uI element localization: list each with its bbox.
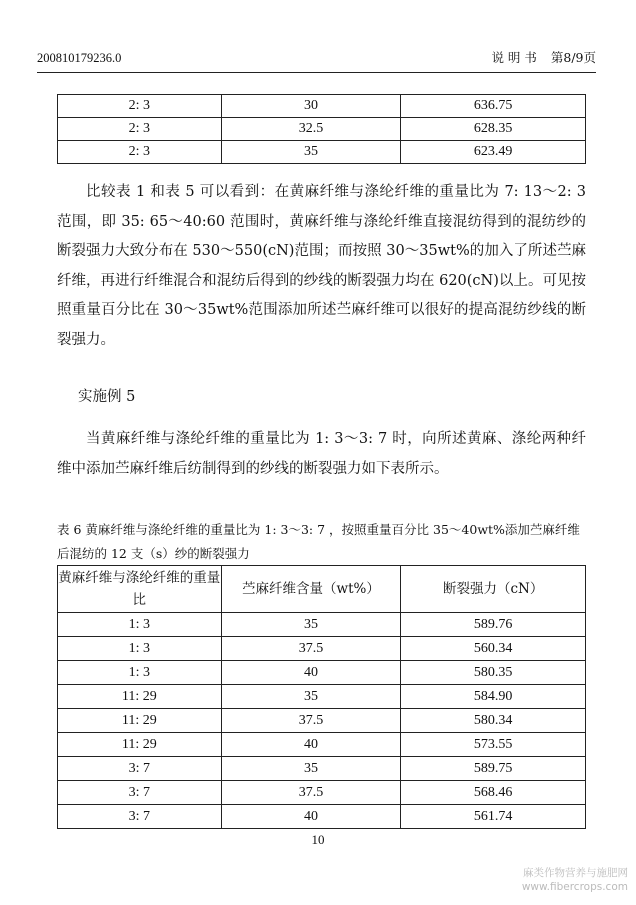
table-cell: 1: 3: [58, 661, 222, 685]
table-cell: 636.75: [401, 95, 586, 118]
example-paragraph: 当黄麻纤维与涤纶纤维的重量比为 1: 3～3: 7 时，向所述黄麻、涤纶两种纤维中添加苎麻纤维后纺制得到的纱线的断裂强力如下表所示。: [57, 431, 586, 477]
table-cell: 1: 3: [58, 613, 222, 637]
table6: [57, 565, 586, 829]
column-header: 苎麻纤维含量（wt%）: [221, 566, 401, 613]
table-cell: 561.74: [401, 805, 586, 829]
table-row: [58, 781, 586, 805]
table-cell: 32.5: [221, 118, 401, 141]
column-header: 黄麻纤维与涤纶纤维的重量比: [58, 566, 222, 613]
table-row: [58, 709, 586, 733]
table-cell: 568.46: [401, 781, 586, 805]
table-row: [58, 757, 586, 781]
table-cell: 3: 7: [58, 805, 222, 829]
table-cell: 40: [221, 805, 401, 829]
document-number: 200810179236.0: [37, 51, 122, 65]
table-row: [58, 118, 586, 141]
table-row: [58, 613, 586, 637]
table-cell: 11: 29: [58, 733, 222, 757]
table-cell: 40: [221, 661, 401, 685]
header-rule: [37, 72, 596, 73]
table-row: [58, 733, 586, 757]
table-cell: 1: 3: [58, 637, 222, 661]
watermark: [522, 866, 628, 894]
header-right: [481, 48, 596, 68]
table-cell: 580.34: [401, 709, 586, 733]
table-cell: 40: [221, 733, 401, 757]
table-cell: 35: [221, 757, 401, 781]
table-cell: 35: [221, 685, 401, 709]
table6-caption: 表 6 黄麻纤维与涤纶纤维的重量比为 1: 3～3: 7 ，按照重量百分比 35～40wt%添加苎麻纤维后混纺的 12 支（s）纱的断裂强力: [57, 522, 580, 561]
table-row: [58, 685, 586, 709]
table-header-row: [58, 566, 586, 613]
table-row: [58, 95, 586, 118]
page-header: [37, 48, 596, 68]
table-cell: 2: 3: [58, 141, 222, 164]
table-cell: 11: 29: [58, 685, 222, 709]
watermark-site-name: 麻类作物营养与施肥网: [523, 867, 628, 879]
page-indicator: 第8/9页: [550, 50, 596, 65]
table-row: [58, 141, 586, 164]
watermark-url: www.fibercrops.com: [521, 881, 628, 893]
table-cell: 628.35: [401, 118, 586, 141]
table-cell: 37.5: [221, 781, 401, 805]
table-cell: 35: [221, 613, 401, 637]
table-cell: 573.55: [401, 733, 586, 757]
table-row: [58, 661, 586, 685]
table-cell: 37.5: [221, 637, 401, 661]
page-number: 10: [311, 832, 325, 847]
table-cell: 30: [221, 95, 401, 118]
table-cell: 584.90: [401, 685, 586, 709]
table5-continuation: [57, 94, 586, 164]
table-row: [58, 637, 586, 661]
table-cell: 589.76: [401, 613, 586, 637]
table-cell: 35: [221, 141, 401, 164]
document-type: 说 明 书: [491, 50, 537, 65]
table-row: [58, 805, 586, 829]
section-title: 实施例 5: [78, 389, 136, 405]
table-cell: 2: 3: [58, 118, 222, 141]
table-cell: 2: 3: [58, 95, 222, 118]
table-cell: 623.49: [401, 141, 586, 164]
column-header: 断裂强力（cN）: [401, 566, 586, 613]
table-cell: 589.75: [401, 757, 586, 781]
table-cell: 3: 7: [58, 757, 222, 781]
table-cell: 11: 29: [58, 709, 222, 733]
comparison-paragraph: 比较表 1 和表 5 可以看到：在黄麻纤维与涤纶纤维的重量比为 7: 13～2: 3 范围，即 35: 65～40:60 范围时，黄麻纤维与涤纶纤维直接混纺得到的混纺纱的断裂强力大致分布在 530～550(cN)范围；而按照 30～35wt%的加入了所述苎麻纤维，再进行纤维混合和混纺后得到的纱线的断裂强力均在 620(cN)以上。可见按照重量百分比在 30～35wt%范围添加所述苎麻纤维可以很好的提高混纺纱线的断裂强力。: [57, 184, 586, 348]
table-cell: 37.5: [221, 709, 401, 733]
table-cell: 3: 7: [58, 781, 222, 805]
table-cell: 580.35: [401, 661, 586, 685]
table-cell: 560.34: [401, 637, 586, 661]
